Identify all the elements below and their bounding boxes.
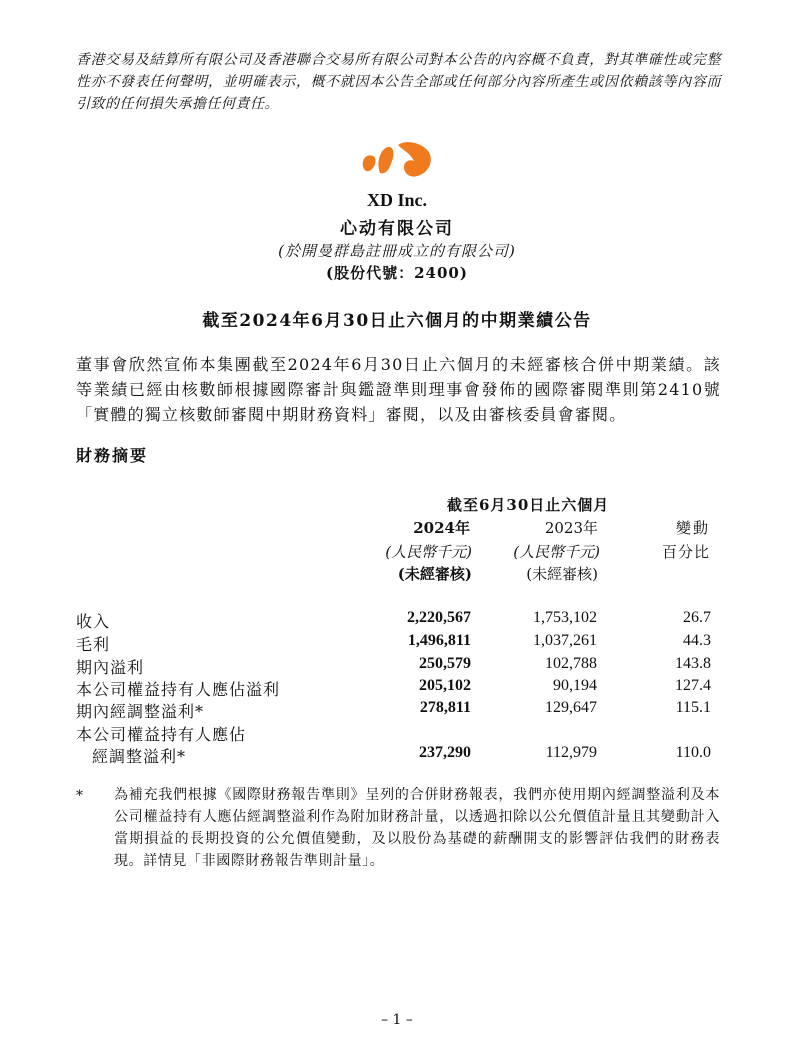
intro-paragraph: 董事會欣然宣佈本集團截至2024年6月30日止六個月的未經審核合併中期業績。該等業績已經由核數師根據國際審計與鑑證準則理事會發佈的國際審閱準則第2410號「實體的獨立核數師審閱中期財務資料」審閱，以及由審核委員會審閱。 — [76, 355, 721, 424]
row-label: 收入 — [76, 612, 111, 631]
value-2023: 102,788 — [545, 655, 597, 672]
value-2024: 1,496,811 — [407, 632, 471, 649]
table-row — [76, 632, 721, 654]
value-2024: 2,220,567 — [407, 609, 471, 626]
stock-code: (股份代號：2400) — [326, 264, 468, 282]
col3-unit: 百分比 — [661, 543, 710, 561]
value-2023: 1,037,261 — [533, 632, 597, 649]
row-label: 期內溢利 — [76, 658, 145, 677]
table-row — [76, 609, 721, 631]
value-change: 127.4 — [675, 677, 711, 694]
company-name-zh: 心动有限公司 — [340, 219, 454, 239]
section-title: 財務摘要 — [76, 446, 149, 465]
table-row — [76, 677, 721, 699]
footnote-text: 為補充我們根據《國際財務報告準則》呈列的合併財務報表，我們亦使用期內經調整溢利及本公司權益持有人應佔經調整溢利作為附加財務計量，以透過扣除以公允價值計量且其變動計入當期損益的長期投資的公允價值變動，及以股份為基礎的薪酬開支的影響評估我們的財務表現。詳情見「非國際財務報告準則計量」。 — [114, 787, 720, 869]
col3-header: 變動 — [675, 519, 710, 537]
table-row — [76, 655, 721, 677]
col1-year: 2024年 — [413, 519, 470, 537]
value-2024: 205,102 — [419, 677, 471, 694]
row-label: 本公司權益持有人應佔 — [76, 725, 247, 744]
col2-audit: (未經審核) — [526, 565, 598, 583]
value-change: 26.7 — [683, 609, 711, 626]
value-change: 115.1 — [675, 699, 711, 716]
col1-audit: (未經審核) — [397, 565, 472, 583]
incorporation-note: (於開曼群島註冊成立的有限公司) — [278, 242, 516, 260]
period-header: 截至6月30日止六個月 — [447, 496, 610, 514]
row-label: 本公司權益持有人應佔溢利 — [76, 680, 281, 699]
value-2023: 112,979 — [545, 744, 597, 761]
footnote-mark: * — [76, 788, 83, 804]
row-label: 期內經調整溢利* — [76, 702, 205, 721]
value-2023: 1,753,102 — [533, 609, 597, 626]
row-label-continued: 經調整溢利* — [92, 747, 187, 766]
disclaimer-text: 香港交易及結算所有限公司及香港聯合交易所有限公司對本公告的內容概不負責，對其準確性或完整性亦不發表任何聲明，並明確表示，概不就因本公告全部或任何部分內容所產生或因依賴該等內容而引致的任何損失承擔任何責任。 — [76, 52, 721, 112]
value-2024: 250,579 — [419, 655, 471, 672]
value-2023: 129,647 — [545, 699, 597, 716]
row-label: 毛利 — [76, 635, 111, 654]
company-logo-icon — [360, 139, 434, 181]
company-name-en: XD Inc. — [366, 190, 427, 210]
value-change: 44.3 — [683, 632, 711, 649]
value-change: 110.0 — [675, 744, 711, 761]
value-2024: 237,290 — [419, 744, 471, 761]
col2-year: 2023年 — [544, 519, 598, 537]
value-2023: 90,194 — [553, 677, 597, 694]
value-change: 143.8 — [675, 655, 711, 672]
col1-unit: (人民幣千元) — [385, 543, 472, 561]
table-row — [76, 722, 721, 766]
page-number: – 1 – — [381, 1012, 413, 1028]
table-row — [76, 699, 721, 721]
col2-unit: (人民幣千元) — [513, 543, 600, 561]
value-2024: 278,811 — [419, 699, 471, 716]
announcement-title: 截至2024年6月30日止六個月的中期業績公告 — [202, 311, 592, 331]
